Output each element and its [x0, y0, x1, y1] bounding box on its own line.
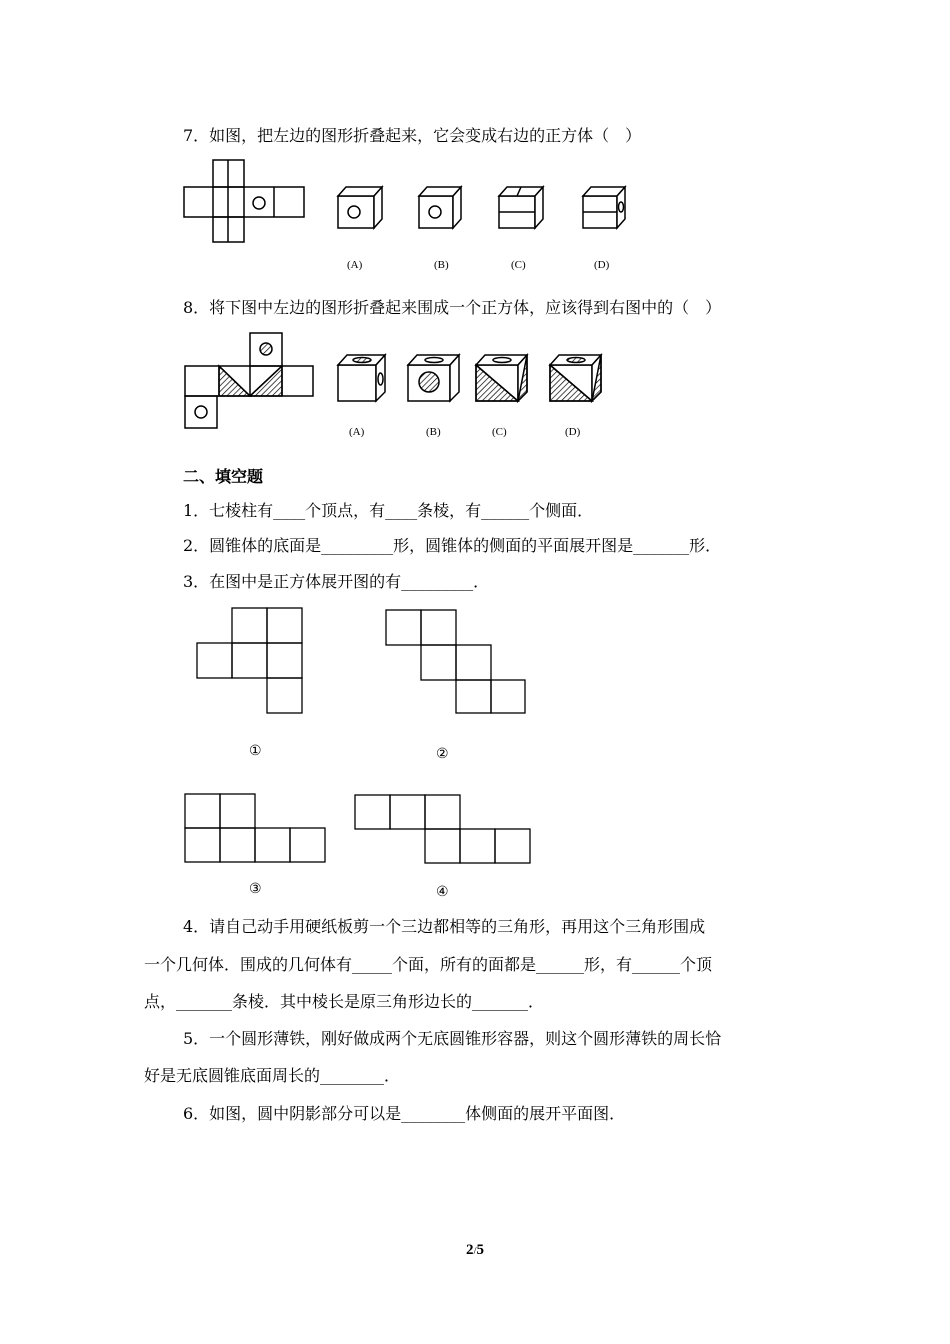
- fill-q5-line1: 5．一个圆形薄铁，刚好做成两个无底圆锥形容器，则这个圆形薄铁的周长恰: [183, 1029, 722, 1048]
- fill-q1: 1．七棱柱有____个顶点，有____条棱，有______个侧面．: [183, 501, 594, 520]
- fill-q5-line2: 好是无底圆锥底面周长的________．: [144, 1066, 401, 1085]
- q8-option-d-label: (D): [565, 426, 581, 438]
- q8-option-c-label: (C): [492, 426, 507, 438]
- page-total: 5: [476, 1242, 485, 1258]
- fill-q4-line1: 4．请自己动手用硬纸板剪一个三边都相等的三角形，再用这个三角形围成: [183, 917, 706, 936]
- page-current: 2: [465, 1242, 474, 1258]
- q7-option-a-label: (A): [347, 259, 363, 271]
- net-label-1: ①: [249, 743, 262, 759]
- page-separator: /: [473, 1245, 477, 1257]
- net-label-2: ②: [436, 746, 449, 762]
- q7-text: 7．如图，把左边的图形折叠起来，它会变成右边的正方体（ ）: [183, 126, 642, 145]
- q7-option-b-label: (B): [434, 259, 449, 271]
- net-label-3: ③: [249, 881, 262, 897]
- q8-option-a-label: (A): [349, 426, 365, 438]
- q7-option-c-label: (C): [511, 259, 526, 271]
- q8-text: 8．将下图中左边的图形折叠起来围成一个正方体，应该得到右图中的（ ）: [183, 298, 722, 317]
- q8-option-b-label: (B): [426, 426, 441, 438]
- section-heading: 二、填空题: [183, 467, 264, 486]
- fill-q2: 2．圆锥体的底面是_________形，圆锥体的侧面的平面展开图是_______形．: [183, 536, 722, 555]
- fill-q4-line2: 一个几何体．围成的几何体有_____个面，所有的面都是______形，有______个顶: [144, 955, 713, 974]
- q7-option-d-label: (D): [594, 259, 610, 271]
- fill-q6: 6．如图，圆中阴影部分可以是________体侧面的展开平面图．: [183, 1104, 626, 1123]
- fill-q3: 3．在图中是正方体展开图的有_________．: [183, 572, 490, 591]
- page-number: [0, 1242, 950, 1259]
- net-label-4: ④: [436, 884, 449, 900]
- fill-q4-line3: 点，_______条棱．其中棱长是原三角形边长的_______．: [144, 992, 545, 1011]
